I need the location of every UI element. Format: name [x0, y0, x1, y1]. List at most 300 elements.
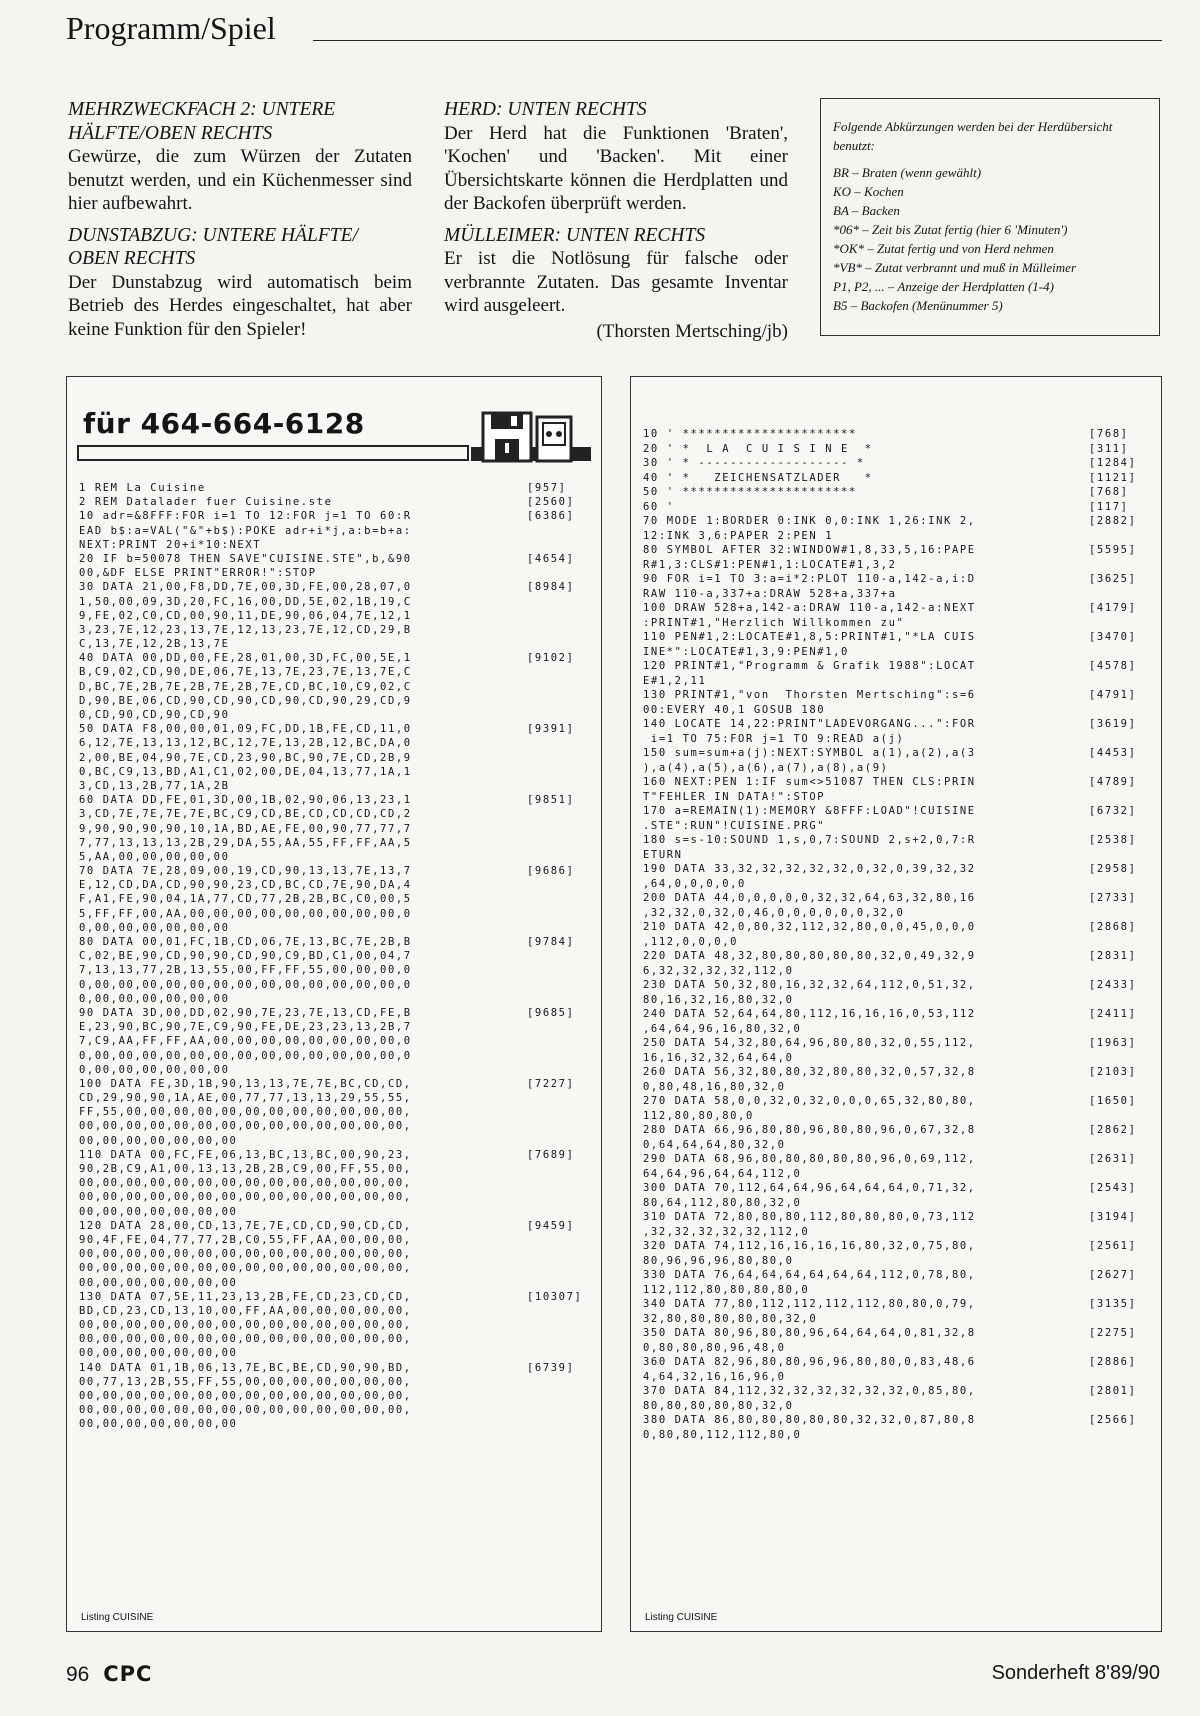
checksum: [7689] — [527, 1148, 575, 1161]
code-line — [643, 601, 1151, 616]
code-line — [79, 793, 591, 807]
checksum: [2103] — [1089, 1066, 1137, 1078]
code-text: 5,FF,FF,00,AA,00,00,00,00,00,00,00,00,00,0 — [79, 907, 412, 920]
abbreviation-item: *06* – Zeit bis Zutat fertig (hier 6 'Minuten') — [833, 222, 1068, 237]
code-line — [643, 848, 1151, 863]
code-text: 300 DATA 70,112,64,64,96,64,64,64,0,71,32, — [643, 1182, 976, 1194]
checksum: [6732] — [1089, 805, 1137, 817]
code-line — [79, 1261, 591, 1275]
code-text: ,32,32,32,32,32,112,0 — [643, 1225, 810, 1238]
code-text: 80 DATA 00,01,FC,1B,CD,06,7E,13,BC,7E,2B,B — [79, 936, 412, 948]
code-text: 320 DATA 74,112,16,16,16,16,80,32,0,75,80, — [643, 1240, 976, 1252]
issue-label: Sonderheft 8'89/90 — [991, 1662, 1160, 1684]
checksum: [3135] — [1089, 1298, 1137, 1310]
abbreviation-item: P1, P2, ... – Anzeige der Herdplatten (1-4) — [833, 279, 1054, 294]
code-line — [643, 572, 1151, 587]
code-text: 0,00,00,00,00,00,00 — [79, 1063, 230, 1076]
code-text: 110 DATA 00,FC,FE,06,13,BC,13,BC,00,90,23, — [79, 1148, 412, 1161]
code-line — [643, 587, 1151, 602]
code-line — [643, 674, 1151, 689]
checksum: [2433] — [1089, 979, 1137, 991]
code-line — [79, 807, 591, 821]
code-line — [79, 1105, 591, 1119]
abbreviation-item: B5 – Backofen (Menünummer 5) — [833, 298, 1003, 313]
code-text: 00,00,00,00,00,00,00 — [79, 1347, 238, 1360]
checksum: [8984] — [527, 581, 575, 594]
system-banner — [77, 407, 589, 463]
code-line — [643, 993, 1151, 1008]
code-text: :PRINT#1,"Herzlich Willkommen zu" — [643, 616, 905, 629]
code-line — [643, 1022, 1151, 1037]
code-text: 00,00,00,00,00,00,00,00,00,00,00,00,00,00, — [79, 1390, 412, 1402]
code-text: ,64,64,96,16,80,32,0 — [643, 1022, 802, 1035]
code-text: 112,112,80,80,80,80,0 — [643, 1283, 810, 1296]
code-text: 340 DATA 77,80,112,112,112,112,80,80,0,79, — [643, 1298, 976, 1310]
code-text: .STE":RUN"!CUISINE.PRG" — [643, 819, 826, 832]
code-line — [79, 779, 591, 793]
code-text: 190 DATA 33,32,32,32,32,32,0,32,0,39,32,32 — [643, 863, 976, 875]
code-line — [79, 1304, 591, 1318]
code-line — [643, 819, 1151, 834]
code-text: 00,00,00,00,00,00,00,00,00,00,00,00,00,00, — [79, 1262, 412, 1275]
code-line — [643, 862, 1151, 877]
code-line — [79, 1119, 591, 1133]
code-text: ,64,0,0,0,0,0 — [643, 877, 746, 890]
code-text: 112,80,80,80,0 — [643, 1109, 754, 1122]
code-text: 7,C9,AA,FF,FF,AA,00,00,00,00,00,00,00,00,0 — [79, 1035, 412, 1048]
code-text: 80,16,32,16,80,32,0 — [643, 993, 794, 1006]
code-text: 30 DATA 21,00,F8,DD,7E,00,3D,FE,00,28,07,0 — [79, 581, 412, 594]
code-line — [79, 850, 591, 864]
code-text: NEXT:PRINT 20+i*10:NEXT — [79, 538, 262, 551]
code-text: 140 DATA 01,1B,06,13,7E,BC,BE,CD,90,90,BD, — [79, 1361, 412, 1374]
code-line — [643, 630, 1151, 645]
code-line — [643, 1051, 1151, 1066]
code-text: 0,80,48,16,80,32,0 — [643, 1080, 786, 1093]
code-line — [79, 822, 591, 836]
code-text: 100 DATA FE,3D,1B,90,13,13,7E,7E,BC,CD,CD, — [79, 1077, 412, 1090]
code-text: 2 REM Datalader fuer Cuisine.ste — [79, 496, 333, 509]
code-line — [79, 978, 591, 992]
page-footer — [66, 1662, 152, 1687]
code-text: 270 DATA 58,0,0,32,0,32,0,0,0,65,32,80,80, — [643, 1095, 976, 1107]
code-text: 0,00,00,00,00,00,00,00,00,00,00,00,00,00,0 — [79, 978, 412, 991]
code-line — [643, 659, 1151, 674]
code-text: E#1,2,11 — [643, 674, 707, 687]
code-line — [643, 732, 1151, 747]
code-text: 9,90,90,90,90,10,1A,BD,AE,FE,00,90,77,77,7 — [79, 822, 412, 835]
checksum: [4578] — [1089, 660, 1137, 672]
code-line — [643, 1167, 1151, 1182]
code-text: 0,00,00,00,00,00,00 — [79, 992, 230, 1005]
code-text: 20 IF b=50078 THEN SAVE"CUISINE.STE",b,&90 — [79, 552, 412, 565]
code-line — [79, 736, 591, 750]
code-line — [79, 580, 591, 594]
code-text: 0,80,80,112,112,80,0 — [643, 1428, 802, 1441]
checksum: [768] — [1089, 428, 1129, 440]
code-line — [79, 1233, 591, 1247]
checksum: [2733] — [1089, 892, 1137, 904]
code-line — [643, 1007, 1151, 1022]
code-line — [79, 1205, 591, 1219]
abbreviation-item: BA – Backen — [833, 203, 900, 218]
code-text: 60 DATA DD,FE,01,3D,00,1B,02,90,06,13,23,1 — [79, 794, 412, 807]
code-line — [79, 1318, 591, 1332]
code-line — [643, 775, 1151, 790]
code-text: 90,2B,C9,A1,00,13,13,2B,2B,C9,00,FF,55,00, — [79, 1163, 412, 1175]
code-text: ETURN — [643, 848, 683, 861]
code-line — [79, 1417, 591, 1431]
code-text: 30 ' * ------------------- * — [643, 457, 865, 469]
code-line — [643, 891, 1151, 906]
code-line — [79, 524, 591, 538]
code-line — [79, 992, 591, 1006]
code-text: 64,64,96,64,64,112,0 — [643, 1167, 802, 1180]
code-line — [79, 878, 591, 892]
code-line — [79, 481, 591, 495]
code-line — [643, 1210, 1151, 1225]
code-line — [79, 694, 591, 708]
code-text: 150 sum=sum+a(j):NEXT:SYMBOL a(1),a(2),a(3 — [643, 747, 976, 759]
code-line — [643, 1384, 1151, 1399]
code-line — [643, 1326, 1151, 1341]
checksum: [2543] — [1089, 1182, 1137, 1194]
checksum: [9391] — [527, 723, 575, 736]
code-line — [79, 949, 591, 963]
code-text: R#1,3:CLS#1:PEN#1,1:LOCATE#1,3,2 — [643, 558, 897, 571]
checksum: [4453] — [1089, 747, 1137, 759]
section-heading: DUNSTABZUG: UNTERE HÄLFTE/ OBEN RECHTS — [68, 224, 358, 269]
section-heading: MEHRZWECKFACH 2: UNTERE HÄLFTE/OBEN RECHTS — [68, 99, 336, 144]
code-text: 330 DATA 76,64,64,64,64,64,64,112,0,78,80, — [643, 1269, 976, 1281]
code-line — [79, 1389, 591, 1403]
code-text: ,112,0,0,0,0 — [643, 935, 739, 948]
code-line — [643, 1065, 1151, 1080]
code-text: 350 DATA 80,96,80,80,96,64,64,64,0,81,32,8 — [643, 1327, 976, 1339]
code-line — [643, 1413, 1151, 1428]
abbreviations-intro: Folgende Abkürzungen werden bei der Herdübersicht benutzt: — [833, 119, 1113, 153]
code-line — [643, 1254, 1151, 1269]
code-line — [79, 907, 591, 921]
code-text: 90,4F,FE,04,77,77,2B,C0,55,FF,AA,00,00,00, — [79, 1233, 412, 1246]
code-text: 00,00,00,00,00,00,00,00,00,00,00,00,00,00, — [79, 1191, 412, 1204]
code-line — [643, 456, 1151, 471]
abbreviation-item: BR – Braten (wenn gewählt) — [833, 165, 982, 180]
magazine-logo: CPC — [103, 1662, 153, 1686]
listing-right — [630, 376, 1162, 1632]
code-text: 00,00,00,00,00,00,00,00,00,00,00,00,00,00, — [79, 1120, 412, 1133]
code-text: 170 a=REMAIN(1):MEMORY &8FFF:LOAD"!CUISINE — [643, 805, 976, 817]
code-line — [643, 1225, 1151, 1240]
code-text: ),a(4),a(5),a(6),a(7),a(8),a(9) — [643, 761, 889, 774]
disk-cassette-icon — [471, 409, 591, 463]
code-line — [643, 1355, 1151, 1370]
code-line — [79, 751, 591, 765]
code-line — [79, 595, 591, 609]
code-line — [79, 963, 591, 977]
code-text: 00,00,00,00,00,00,00 — [79, 1418, 238, 1431]
code-text: 10 ' ********************** — [643, 428, 857, 440]
checksum: [2411] — [1089, 1008, 1137, 1020]
author-credit: (Thorsten Mertsching/jb) — [596, 320, 788, 342]
checksum: [3470] — [1089, 631, 1137, 643]
code-line — [79, 538, 591, 552]
code-text: 00,00,00,00,00,00,00,00,00,00,00,00,00,00, — [79, 1404, 412, 1417]
checksum: [2560] — [527, 496, 575, 509]
code-text: 120 PRINT#1,"Programm & Grafik 1988":LOCAT — [643, 660, 976, 672]
checksum: [4654] — [527, 552, 575, 565]
checksum: [9851] — [527, 794, 575, 807]
code-line — [79, 1375, 591, 1389]
code-text: 00,00,00,00,00,00,00,00,00,00,00,00,00,00, — [79, 1333, 412, 1346]
code-text: 2,00,BE,04,90,7E,CD,23,90,BC,90,7E,CD,2B,9 — [79, 751, 412, 764]
code-text: C,13,7E,12,2B,13,7E — [79, 638, 230, 651]
checksum: [2801] — [1089, 1385, 1137, 1397]
code-text: C,02,BE,90,CD,90,90,CD,90,C9,BD,C1,00,04,7 — [79, 950, 412, 963]
code-line — [79, 864, 591, 878]
code-text: 210 DATA 42,0,80,32,112,32,80,0,0,45,0,0,0 — [643, 921, 976, 933]
code-text: 00,&DF ELSE PRINT"ERROR!":STOP — [79, 567, 317, 580]
checksum: [9102] — [527, 652, 575, 665]
section-body: Gewürze, die zum Würzen der Zutaten benutzt werden, und ein Küchenmesser sind hier aufbewahrt. — [68, 146, 412, 214]
code-line — [79, 1190, 591, 1204]
code-text: 130 PRINT#1,"von Thorsten Mertsching":s=6 — [643, 689, 976, 701]
code-text: 130 DATA 07,5E,11,23,13,2B,FE,CD,23,CD,CD, — [79, 1290, 412, 1303]
code-line — [79, 637, 591, 651]
abbreviations-box — [820, 98, 1160, 336]
code-text: 0,00,00,00,00,00,00,00,00,00,00,00,00,00,0 — [79, 1049, 412, 1062]
code-line — [79, 1276, 591, 1290]
code-text: T"FEHLER IN DATA!":STOP — [643, 790, 826, 803]
checksum: [2275] — [1089, 1327, 1137, 1339]
listing-label: Listing CUISINE — [645, 1612, 718, 1623]
code-text: 12:INK 3,6:PAPER 2:PEN 1 — [643, 529, 834, 542]
code-line — [79, 1077, 591, 1091]
code-text: 90 FOR i=1 TO 3:a=i*2:PLOT 110-a,142-a,i:D — [643, 573, 976, 585]
checksum: [2627] — [1089, 1269, 1137, 1281]
code-text: 3,23,7E,12,23,13,7E,12,13,23,7E,12,CD,29,B — [79, 623, 412, 636]
code-text: 180 s=s-10:SOUND 1,s,0,7:SOUND 2,s+2,0,7:R — [643, 834, 976, 846]
code-line — [79, 1290, 591, 1304]
code-line — [643, 877, 1151, 892]
code-line — [79, 665, 591, 679]
checksum: [2538] — [1089, 834, 1137, 846]
code-line — [643, 935, 1151, 950]
code-line — [643, 1297, 1151, 1312]
code-text: 60 ' — [643, 500, 675, 513]
abbreviation-item: *OK* – Zutat fertig und von Herd nehmen — [833, 241, 1054, 256]
code-text: 00,77,13,2B,55,FF,55,00,00,00,00,00,00,00, — [79, 1375, 412, 1388]
code-line — [79, 1332, 591, 1346]
code-line — [643, 543, 1151, 558]
code-line — [79, 1020, 591, 1034]
code-line — [79, 1346, 591, 1360]
checksum: [311] — [1089, 442, 1129, 455]
code-line — [643, 514, 1151, 529]
code-text: 1 REM La Cuisine — [79, 482, 206, 494]
code-line — [643, 1399, 1151, 1414]
checksum: [9686] — [527, 865, 575, 878]
code-line — [79, 1403, 591, 1417]
checksum: [1284] — [1089, 457, 1137, 469]
code-line — [643, 804, 1151, 819]
abbreviation-item: KO – Kochen — [833, 184, 904, 199]
banner-title: für 464-664-6128 — [83, 407, 365, 440]
checksum: [9459] — [527, 1219, 575, 1232]
media-icons — [471, 409, 591, 468]
code-line — [643, 442, 1151, 457]
code-line — [79, 1063, 591, 1077]
code-text: 40 ' * ZEICHENSATZLADER * — [643, 471, 873, 484]
checksum: [2862] — [1089, 1124, 1137, 1136]
checksum: [4179] — [1089, 602, 1137, 614]
code-line — [643, 964, 1151, 979]
code-text: 9,FE,02,C0,CD,00,90,11,DE,90,06,04,7E,12,1 — [79, 609, 412, 622]
header-rule — [313, 40, 1162, 41]
code-text: 380 DATA 86,80,80,80,80,80,32,32,0,87,80,8 — [643, 1414, 976, 1426]
code-line — [643, 1181, 1151, 1196]
code-line — [79, 680, 591, 694]
code-line — [79, 722, 591, 736]
code-line — [79, 1134, 591, 1148]
code-text: 32,80,80,80,80,80,32,0 — [643, 1312, 818, 1325]
code-text: 6,32,32,32,32,112,0 — [643, 964, 794, 977]
code-text: 7,13,13,77,2B,13,55,00,FF,FF,55,00,00,00,0 — [79, 964, 412, 977]
checksum: [6739] — [527, 1361, 575, 1374]
abbreviations-list — [833, 163, 1147, 315]
code-text: D,90,BE,06,CD,90,CD,90,CD,90,CD,90,29,CD,9 — [79, 694, 412, 707]
checksum: [2882] — [1089, 515, 1137, 527]
code-line — [643, 790, 1151, 805]
listing-left — [66, 376, 602, 1632]
checksum: [2958] — [1089, 863, 1137, 875]
code-line — [643, 1094, 1151, 1109]
code-text: 10 adr=&8FFF:FOR i=1 TO 12:FOR j=1 TO 60:R — [79, 510, 412, 523]
code-line — [79, 609, 591, 623]
code-text: 0,64,64,64,80,32,0 — [643, 1138, 786, 1151]
code-line — [643, 1341, 1151, 1356]
code-line — [643, 616, 1151, 631]
code-text: B,C9,02,CD,90,DE,06,7E,13,7E,23,7E,13,7E,C — [79, 666, 412, 679]
checksum: [6386] — [527, 510, 575, 523]
code-text: 290 DATA 68,96,80,80,80,80,80,96,0,69,112, — [643, 1153, 976, 1165]
code-line — [643, 1239, 1151, 1254]
section-heading: MÜLLEIMER: UNTEN RECHTS — [444, 224, 706, 246]
code-text: 230 DATA 50,32,80,16,32,32,64,112,0,51,32, — [643, 979, 976, 991]
code-text: 240 DATA 52,64,64,80,112,16,16,16,0,53,112 — [643, 1008, 976, 1020]
code-line — [643, 1123, 1151, 1138]
checksum: [9784] — [527, 936, 575, 948]
code-listing-right — [643, 427, 1151, 1442]
code-text: BD,CD,23,CD,13,10,00,FF,AA,00,00,00,00,00, — [79, 1304, 412, 1317]
code-text: 80,80,80,80,80,32,0 — [643, 1399, 794, 1412]
code-line — [643, 761, 1151, 776]
checksum: [2631] — [1089, 1153, 1137, 1165]
code-text: 220 DATA 48,32,80,80,80,80,80,32,0,49,32,9 — [643, 950, 976, 962]
code-line — [643, 833, 1151, 848]
code-line — [79, 765, 591, 779]
code-line — [79, 1148, 591, 1162]
checksum: [2561] — [1089, 1240, 1137, 1252]
code-text: 80,96,96,96,80,80,0 — [643, 1254, 794, 1267]
code-text: 00,00,00,00,00,00,00 — [79, 1276, 238, 1289]
code-line — [643, 1428, 1151, 1443]
code-line — [643, 1080, 1151, 1095]
code-text: FF,55,00,00,00,00,00,00,00,00,00,00,00,00, — [79, 1106, 412, 1119]
code-line — [79, 1049, 591, 1063]
code-text: D,BC,7E,2B,7E,2B,7E,2B,7E,CD,BC,10,C9,02,C — [79, 680, 412, 693]
code-text: E,23,90,BC,90,7E,C9,90,FE,DE,23,23,13,2B,7 — [79, 1021, 412, 1034]
code-text: 0,80,80,80,96,48,0 — [643, 1341, 786, 1354]
code-line — [79, 708, 591, 722]
code-text: 360 DATA 82,96,80,80,96,96,80,80,0,83,48,6 — [643, 1356, 976, 1368]
code-line — [643, 1370, 1151, 1385]
code-listing-left — [79, 481, 591, 1432]
code-line — [79, 921, 591, 935]
checksum: [1121] — [1089, 471, 1137, 484]
code-line — [79, 1091, 591, 1105]
abbreviation-item: *VB* – Zutat verbrannt und muß in Mülleimer — [833, 260, 1077, 275]
code-text: 100 DRAW 528+a,142-a:DRAW 110-a,142-a:NEXT — [643, 602, 976, 614]
code-text: 00,00,00,00,00,00,00,00,00,00,00,00,00,00, — [79, 1319, 412, 1332]
checksum: [2886] — [1089, 1356, 1137, 1368]
code-text: 250 DATA 54,32,80,64,96,80,80,32,0,55,112, — [643, 1037, 976, 1049]
code-text: 5,AA,00,00,00,00,00 — [79, 850, 230, 863]
code-line — [79, 1247, 591, 1261]
listing-label: Listing CUISINE — [81, 1612, 154, 1623]
code-text: 310 DATA 72,80,80,80,112,80,80,80,0,73,112 — [643, 1211, 976, 1223]
checksum: [3619] — [1089, 718, 1137, 730]
checksum: [4789] — [1089, 776, 1137, 788]
section-body: Er ist die Notlösung für falsche oder verbrannte Zutaten. Das gesamte Inventar wird ausgeleert. — [444, 248, 788, 316]
checksum: [2566] — [1089, 1414, 1137, 1426]
code-line — [79, 651, 591, 665]
code-text: 00,00,00,00,00,00,00,00,00,00,00,00,00,00, — [79, 1248, 412, 1261]
code-line — [643, 645, 1151, 660]
code-text: 7,77,13,13,13,2B,29,DA,55,AA,55,FF,FF,AA,5 — [79, 836, 412, 849]
code-text: 110 PEN#1,2:LOCATE#1,8,5:PRINT#1,"*LA CUIS — [643, 631, 976, 643]
code-line — [79, 1361, 591, 1375]
code-line — [79, 1219, 591, 1233]
code-line — [643, 500, 1151, 515]
code-line — [643, 920, 1151, 935]
code-text: 0,BC,C9,13,BD,A1,C1,02,00,DE,04,13,77,1A,1 — [79, 765, 412, 778]
code-line — [79, 509, 591, 523]
article-column-2 — [444, 98, 788, 343]
section-body: Der Dunstabzug wird automatisch beim Betrieb des Herdes eingeschaltet, hat aber keine Funktion für den Spieler! — [68, 271, 412, 340]
code-line — [643, 1312, 1151, 1327]
code-text: 200 DATA 44,0,0,0,0,0,32,32,64,63,32,80,16 — [643, 892, 976, 904]
checksum: [2868] — [1089, 921, 1137, 933]
code-text: 70 MODE 1:BORDER 0:INK 0,0:INK 1,26:INK 2, — [643, 515, 976, 527]
code-text: 50 DATA F8,00,00,01,09,FC,DD,1B,FE,CD,11,0 — [79, 723, 412, 736]
checksum: [9685] — [527, 1006, 575, 1019]
code-text: 370 DATA 84,112,32,32,32,32,32,32,0,85,80, — [643, 1385, 976, 1397]
checksum: [2831] — [1089, 950, 1137, 962]
code-line — [79, 836, 591, 850]
code-line — [643, 529, 1151, 544]
code-text: 20 ' * L A C U I S I N E * — [643, 442, 873, 455]
code-text: 00:EVERY 40,1 GOSUB 180 — [643, 703, 826, 716]
code-line — [643, 978, 1151, 993]
section-title: Programm/Spiel — [66, 10, 276, 46]
code-text: 16,16,32,32,64,64,0 — [643, 1051, 794, 1064]
code-text: INE*":LOCATE#1,3,9:PEN#1,0 — [643, 645, 849, 658]
code-line — [643, 1036, 1151, 1051]
code-text: 1,50,00,09,3D,20,FC,16,00,DD,5E,02,1B,19,C — [79, 595, 412, 608]
code-line — [79, 1006, 591, 1020]
code-line — [643, 471, 1151, 486]
